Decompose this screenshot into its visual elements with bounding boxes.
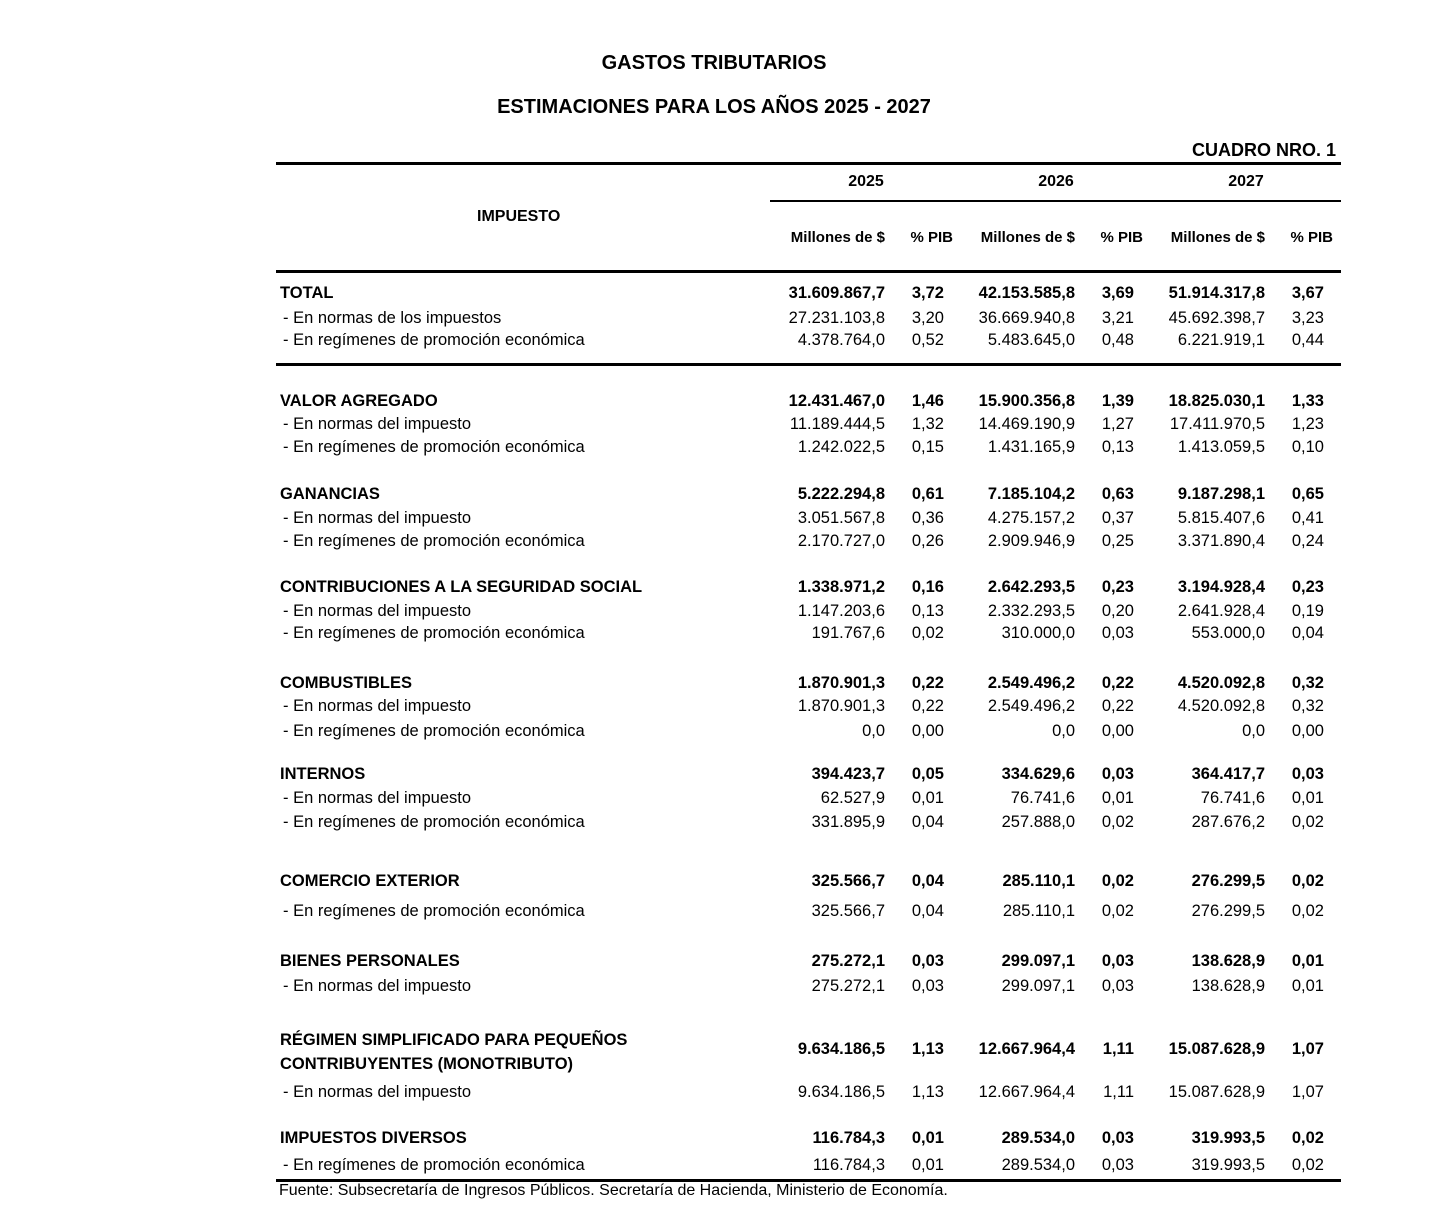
cell-pib-2026: 0,37 [1101,509,1134,527]
cell-millones-2026: 1.431.165,9 [987,438,1075,456]
table-row [0,1031,1450,1073]
cell-pib-2027: 0,65 [1291,485,1324,503]
cell-pib-2025: 1,32 [911,415,944,433]
cell-pib-2025: 0,22 [911,674,944,692]
year-header-2025: 2025 [848,173,884,190]
cell-millones-2026: 2.642.293,5 [987,578,1075,596]
cell-millones-2027: 76.741,6 [1200,789,1265,807]
table-row [0,813,1450,835]
cell-millones-2027: 319.993,5 [1191,1156,1265,1174]
cell-pib-2026: 0,13 [1101,438,1134,456]
cell-millones-2025: 12.431.467,0 [788,392,885,410]
cell-millones-2025: 27.231.103,8 [788,309,885,327]
cell-pib-2025: 1,13 [911,1083,944,1101]
cell-pib-2026: 1,27 [1101,415,1134,433]
row-label-line: RÉGIMEN SIMPLIFICADO PARA PEQUEÑOS [280,1031,628,1049]
cell-millones-2027: 18.825.030,1 [1168,392,1265,410]
row-label: - En regímenes de promoción económica [283,813,585,831]
cell-millones-2025: 2.170.727,0 [797,532,885,550]
row-label: - En regímenes de promoción económica [283,331,585,349]
cell-pib-2027: 0,10 [1291,438,1324,456]
table-row [0,952,1450,974]
cell-millones-2026: 289.534,0 [1001,1156,1075,1174]
row-label: CONTRIBUCIONES A LA SEGURIDAD SOCIAL [280,578,643,596]
table-row [0,309,1450,331]
row-label [280,1028,627,1076]
cell-millones-2025: 9.634.186,5 [797,1083,885,1101]
cell-millones-2026: 7.185.104,2 [987,485,1075,503]
table-row [0,331,1450,353]
total-bottom-rule [276,363,1341,366]
header-sub-rule [770,200,1341,202]
cell-millones-2026: 14.469.190,9 [978,415,1075,433]
cell-millones-2025: 191.767,6 [811,624,885,642]
table-row [0,765,1450,787]
cell-pib-2027: 0,23 [1291,578,1324,596]
cell-pib-2027: 0,02 [1291,1129,1324,1147]
cell-millones-2025: 331.895,9 [811,813,885,831]
table-id: CUADRO NRO. 1 [1191,140,1336,160]
cell-pib-2025: 0,00 [911,722,944,740]
row-label: - En normas del impuesto [283,1083,472,1101]
cell-pib-2025: 1,13 [911,1040,944,1058]
cell-millones-2025: 3.051.567,8 [797,509,885,527]
cell-millones-2026: 299.097,1 [1001,977,1075,995]
cell-millones-2027: 4.520.092,8 [1177,674,1265,692]
cell-pib-2025: 1,46 [911,392,944,410]
cell-pib-2027: 0,04 [1291,624,1324,642]
cell-pib-2025: 0,03 [911,977,944,995]
table-row [0,624,1450,646]
cell-pib-2026: 1,11 [1102,1040,1134,1058]
cell-millones-2026: 299.097,1 [1001,952,1075,970]
cell-pib-2027: 1,23 [1291,415,1324,433]
impuesto-header: IMPUESTO [477,208,561,225]
cell-pib-2027: 0,01 [1291,977,1324,995]
cell-millones-2027: 2.641.928,4 [1177,602,1265,620]
row-label-line: CONTRIBUYENTES (MONOTRIBUTO) [280,1055,574,1073]
cell-millones-2025: 5.222.294,8 [797,485,885,503]
cell-pib-2027: 0,02 [1291,902,1324,920]
cell-pib-2025: 0,01 [911,789,944,807]
cell-millones-2027: 276.299,5 [1191,902,1265,920]
document-subtitle: ESTIMACIONES PARA LOS AÑOS 2025 - 2027 [497,96,931,118]
table-row [0,902,1450,924]
cell-pib-2027: 0,03 [1291,765,1324,783]
table-top-rule [276,162,1341,165]
col-header-pib-2027: % PIB [1290,229,1333,246]
row-label: - En normas del impuesto [283,977,472,995]
cell-pib-2026: 0,20 [1101,602,1134,620]
cell-pib-2025: 0,13 [911,602,944,620]
row-label: - En regímenes de promoción económica [283,902,585,920]
cell-millones-2027: 15.087.628,9 [1168,1040,1265,1058]
cell-pib-2025: 3,20 [911,309,944,327]
cell-pib-2025: 0,01 [911,1129,944,1147]
cell-pib-2025: 0,36 [911,509,944,527]
cell-pib-2026: 0,63 [1101,485,1134,503]
cell-pib-2027: 0,01 [1291,952,1324,970]
row-label: - En normas del impuesto [283,602,472,620]
col-header-pib-2026: % PIB [1100,229,1143,246]
cell-millones-2027: 0,0 [1242,722,1265,740]
cell-millones-2025: 31.609.867,7 [788,284,885,302]
cell-pib-2026: 0,01 [1101,789,1134,807]
cell-millones-2025: 325.566,7 [811,902,885,920]
cell-millones-2026: 4.275.157,2 [987,509,1075,527]
row-label: COMBUSTIBLES [280,674,412,692]
cell-millones-2025: 9.634.186,5 [797,1040,885,1058]
table-row [0,872,1450,894]
table-row [0,722,1450,744]
cell-pib-2027: 0,19 [1291,602,1324,620]
cell-millones-2027: 45.692.398,7 [1168,309,1265,327]
cell-pib-2025: 0,03 [911,952,944,970]
col-header-pib-2025: % PIB [910,229,953,246]
cell-pib-2025: 0,04 [911,902,944,920]
cell-millones-2026: 2.909.946,9 [987,532,1075,550]
cell-millones-2026: 285.110,1 [1002,872,1075,890]
cell-pib-2027: 0,02 [1291,813,1324,831]
cell-pib-2026: 0,03 [1101,952,1134,970]
cell-pib-2026: 0,03 [1101,1129,1134,1147]
row-label: TOTAL [280,284,334,302]
cell-pib-2027: 0,01 [1291,789,1324,807]
cell-millones-2025: 62.527,9 [820,789,885,807]
table-row [0,509,1450,531]
row-label: GANANCIAS [280,485,380,503]
cell-millones-2025: 325.566,7 [811,872,885,890]
table-row [0,578,1450,600]
cell-pib-2027: 1,07 [1291,1040,1324,1058]
row-label: INTERNOS [280,765,366,783]
cell-pib-2025: 0,05 [911,765,944,783]
cell-millones-2026: 5.483.645,0 [987,331,1075,349]
cell-millones-2027: 1.413.059,5 [1177,438,1265,456]
cell-pib-2026: 0,22 [1101,674,1134,692]
cell-millones-2027: 319.993,5 [1191,1129,1265,1147]
col-header-millones-2027: Millones de $ [1170,229,1265,246]
cell-millones-2026: 76.741,6 [1010,789,1075,807]
table-row [0,415,1450,437]
cell-millones-2026: 2.332.293,5 [987,602,1075,620]
cell-pib-2026: 0,03 [1101,765,1134,783]
cell-millones-2025: 116.784,3 [812,1156,885,1174]
row-label: - En regímenes de promoción económica [283,532,585,550]
cell-pib-2025: 0,16 [911,578,944,596]
cell-pib-2025: 0,04 [911,872,944,890]
cell-millones-2025: 11.189.444,5 [789,415,885,433]
cell-millones-2025: 1.338.971,2 [797,578,885,596]
cell-pib-2027: 0,24 [1291,532,1324,550]
cell-pib-2025: 0,02 [911,624,944,642]
cell-pib-2026: 1,39 [1101,392,1134,410]
cell-millones-2025: 394.423,7 [811,765,885,783]
cell-millones-2026: 2.549.496,2 [987,697,1075,715]
cell-millones-2025: 275.272,1 [811,952,885,970]
table-row [0,532,1450,554]
cell-millones-2027: 15.087.628,9 [1168,1083,1265,1101]
document-title: GASTOS TRIBUTARIOS [601,52,827,74]
row-label: - En regímenes de promoción económica [283,1156,585,1174]
cell-pib-2027: 0,32 [1291,674,1324,692]
table-row [0,674,1450,696]
cell-pib-2026: 0,48 [1101,331,1134,349]
cell-pib-2027: 0,02 [1291,872,1324,890]
cell-pib-2027: 3,23 [1291,309,1324,327]
cell-pib-2027: 3,67 [1291,284,1324,302]
cell-pib-2027: 0,00 [1291,722,1324,740]
cell-millones-2026: 12.667.964,4 [978,1040,1075,1058]
cell-millones-2027: 5.815.407,6 [1177,509,1265,527]
cell-millones-2025: 1.870.901,3 [797,697,885,715]
cell-millones-2027: 6.221.919,1 [1177,331,1265,349]
cell-pib-2026: 0,02 [1101,813,1134,831]
cell-millones-2025: 1.870.901,3 [797,674,885,692]
cell-pib-2027: 1,07 [1291,1083,1324,1101]
year-header-2027: 2027 [1228,173,1264,190]
cell-millones-2027: 364.417,7 [1191,765,1265,783]
cell-pib-2025: 0,26 [911,532,944,550]
cell-millones-2027: 9.187.298,1 [1177,485,1265,503]
header-bottom-rule [276,270,1341,273]
cell-pib-2026: 0,22 [1101,697,1134,715]
cell-pib-2027: 0,02 [1291,1156,1324,1174]
cell-pib-2026: 0,02 [1101,902,1134,920]
row-label: - En regímenes de promoción económica [283,624,585,642]
row-label: - En normas del impuesto [283,415,472,433]
cell-millones-2025: 1.147.203,6 [797,602,885,620]
table-row [0,1156,1450,1178]
cell-millones-2027: 138.628,9 [1191,952,1265,970]
cell-pib-2025: 0,04 [911,813,944,831]
cell-pib-2026: 1,11 [1103,1083,1134,1101]
cell-millones-2026: 36.669.940,8 [978,309,1075,327]
table-row [0,485,1450,507]
row-label: - En normas del impuesto [283,509,472,527]
cell-millones-2027: 51.914.317,8 [1168,284,1265,302]
cell-pib-2026: 0,03 [1101,1156,1134,1174]
table-row [0,284,1450,306]
cell-millones-2025: 4.378.764,0 [797,331,885,349]
cell-millones-2026: 0,0 [1052,722,1075,740]
cell-pib-2027: 1,33 [1291,392,1324,410]
row-label: BIENES PERSONALES [280,952,460,970]
table-row [0,438,1450,460]
col-header-millones-2025: Millones de $ [790,229,885,246]
cell-millones-2027: 553.000,0 [1191,624,1265,642]
cell-millones-2027: 276.299,5 [1191,872,1265,890]
cell-pib-2026: 3,69 [1101,284,1134,302]
cell-millones-2027: 287.676,2 [1191,813,1265,831]
cell-pib-2026: 0,25 [1101,532,1134,550]
cell-millones-2026: 310.000,0 [1001,624,1075,642]
source-note: Fuente: Subsecretaría de Ingresos Públicos. Secretaría de Hacienda, Ministerio de Economía. [279,1182,948,1199]
cell-pib-2026: 0,03 [1101,624,1134,642]
cell-millones-2026: 42.153.585,8 [978,284,1075,302]
cell-pib-2027: 0,41 [1291,509,1324,527]
cell-pib-2026: 0,23 [1101,578,1134,596]
cell-millones-2025: 116.784,3 [812,1129,885,1147]
row-label: - En normas de los impuestos [283,309,502,327]
table-row [0,1083,1450,1105]
table-row [0,789,1450,811]
cell-millones-2026: 15.900.356,8 [978,392,1075,410]
row-label: VALOR AGREGADO [280,392,438,410]
cell-pib-2025: 0,01 [911,1156,944,1174]
cell-millones-2027: 3.371.890,4 [1177,532,1265,550]
cell-millones-2025: 1.242.022,5 [797,438,885,456]
cell-pib-2026: 0,02 [1101,872,1134,890]
cell-pib-2025: 3,72 [911,284,944,302]
cell-pib-2026: 3,21 [1101,309,1134,327]
cell-millones-2027: 4.520.092,8 [1177,697,1265,715]
cell-millones-2026: 257.888,0 [1001,813,1075,831]
cell-pib-2025: 0,52 [911,331,944,349]
cell-pib-2025: 0,15 [911,438,944,456]
table-row [0,392,1450,414]
table-row [0,602,1450,624]
row-label: - En normas del impuesto [283,697,472,715]
cell-millones-2025: 0,0 [862,722,885,740]
cell-millones-2027: 17.411.970,5 [1169,415,1265,433]
cell-pib-2026: 0,00 [1101,722,1134,740]
cell-millones-2025: 275.272,1 [811,977,885,995]
table-row [0,977,1450,999]
cell-millones-2026: 12.667.964,4 [978,1083,1075,1101]
row-label: IMPUESTOS DIVERSOS [280,1129,467,1147]
row-label: - En regímenes de promoción económica [283,722,585,740]
col-header-millones-2026: Millones de $ [980,229,1075,246]
cell-millones-2026: 2.549.496,2 [987,674,1075,692]
row-label: - En normas del impuesto [283,789,472,807]
cell-pib-2027: 0,44 [1291,331,1324,349]
row-label: - En regímenes de promoción económica [283,438,585,456]
year-header-2026: 2026 [1038,173,1074,190]
cell-pib-2026: 0,03 [1101,977,1134,995]
cell-pib-2027: 0,32 [1291,697,1324,715]
row-label: COMERCIO EXTERIOR [280,872,460,890]
cell-millones-2027: 3.194.928,4 [1177,578,1265,596]
cell-millones-2026: 334.629,6 [1001,765,1075,783]
table-row [0,1129,1450,1151]
cell-millones-2027: 138.628,9 [1191,977,1265,995]
table-row [0,697,1450,719]
cell-millones-2026: 285.110,1 [1002,902,1075,920]
cell-millones-2026: 289.534,0 [1001,1129,1075,1147]
cell-pib-2025: 0,61 [911,485,944,503]
cell-pib-2025: 0,22 [911,697,944,715]
